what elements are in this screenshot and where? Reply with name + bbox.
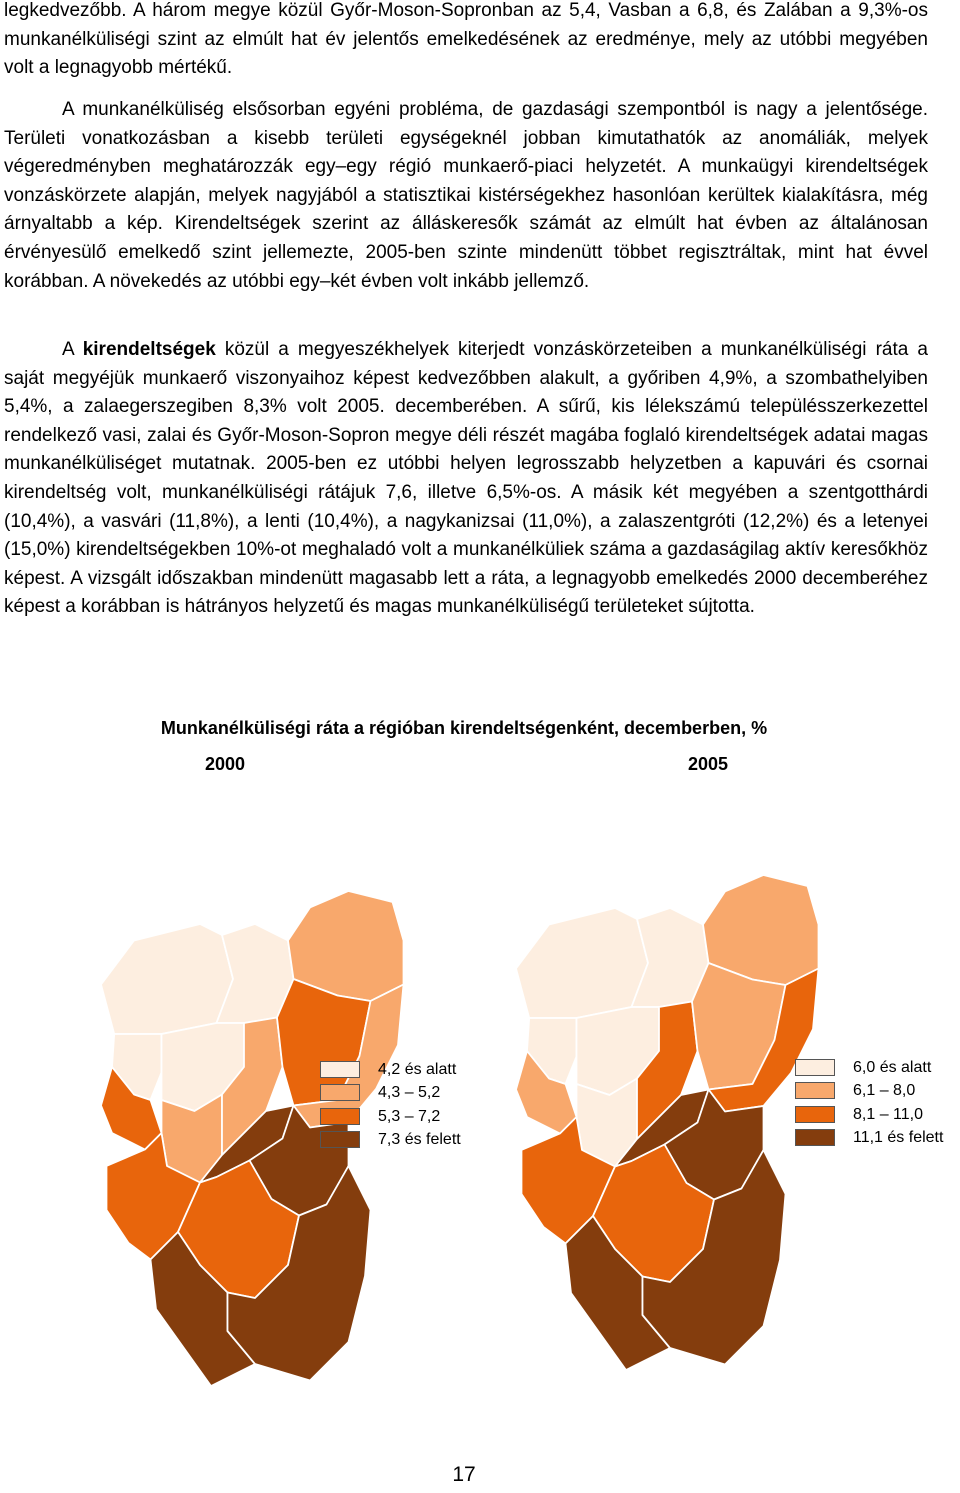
map-region xyxy=(101,924,233,1034)
legend-2000 xyxy=(320,1058,461,1151)
paragraph-3 xyxy=(4,336,928,622)
legend-swatch xyxy=(795,1082,835,1099)
legend-swatch xyxy=(320,1061,360,1078)
legend-item xyxy=(795,1103,943,1126)
legend-label: 6,1 – 8,0 xyxy=(853,1082,916,1100)
map-region xyxy=(516,908,648,1018)
legend-swatch xyxy=(795,1059,835,1076)
legend-label: 5,3 – 7,2 xyxy=(378,1107,441,1125)
legend-label: 8,1 – 11,0 xyxy=(853,1105,923,1123)
text-span: A munkanélküliség elsősorban egyéni probléma, de gazdasági szempontból is nagy a jelentősége. Területi vonatkozásban a kisebb területi egységeknél jobban kimutathatók az anomáliák, melyek végeredményben meghatározzák egy–egy régió munkaerő-piaci helyzetét. A munkaügyi kirendeltségek vonzáskörzete alapján, melyek nagyjából a statisztikai kistérségekhez hasonlóan kerültek kialakításra, még árnyaltabb a kép. Kirendeltségek szerint az álláskeresők számát az elmúlt hat évben az általánosan érvényesülő emelkedő szint jellemezte, 2005-ben szinte mindenütt többet regisztráltak, mint hat évvel korábban. A növekedés az utóbbi egy–két évben volt inkább jellemző. xyxy=(4,99,928,292)
text-span: legkedvezőbb. A három megye közül Győr-Moson-Sopronban az 5,4, Vasban a 6,8, és Zalában a 9,3%-os munkanélküliségi szint az elmúlt hat év jelentős emelkedésének az eredménye, mely az utóbbi megyében volt a legnagyobb mértékű. xyxy=(4,0,928,79)
legend-item xyxy=(320,1058,461,1081)
paragraph-1 xyxy=(4,0,928,83)
legend-label: 4,2 és alatt xyxy=(378,1061,457,1078)
legend-swatch xyxy=(320,1131,360,1148)
legend-2005 xyxy=(795,1056,943,1149)
legend-item xyxy=(320,1081,461,1104)
text-span: közül a megyeszékhelyek kiterjedt vonzáskörzeteiben a munkanélküliségi ráta a saját megyéjük munkaerő viszonyaihoz képest kedvezőbben alakult, a győriben 4,9%, a szombathelyiben 5,4%, a zalaegerszegiben 8,3% volt 2005. decemberében. A sűrű, kis lélekszámú településszerkezettel rendelkező vasi, zalai és Győr-Moson-Sopron megye déli részét magába foglaló kirendeltségek adatai magas munkanélküliséget mutatnak. 2005-ben ez utóbbi helyen legrosszabb helyzetben a kapuvári és csornai kirendeltség volt, munkanélküliségi rátájuk 7,6, illetve 6,5%-os. A másik két megyében a szentgotthárdi (10,4%), a vasvári (11,8%), a lenti (10,4%), a nagykanizsai (11,0%), a zalaszentgróti (12,2%) és a letenyei (15,0%) kirendeltségekben 10%-ot meghaladó volt a munkanélküliek száma a gazdaságilag aktív keresőkhöz képest. A vizsgált időszakban mindenütt magasabb lett a ráta, a legnagyobb emelkedés 2000 decemberéhez képest a korábban is hátrányos helyzetű és magas munkanélküliségű területeket sújtotta. xyxy=(4,339,928,618)
legend-swatch xyxy=(795,1129,835,1146)
year-label-2005: 2005 xyxy=(688,754,729,774)
year-label-2000: 2000 xyxy=(205,754,246,774)
paragraph-2 xyxy=(4,96,928,296)
legend-label: 4,3 – 5,2 xyxy=(378,1084,441,1102)
legend-label: 11,1 és felett xyxy=(853,1128,944,1146)
legend-item xyxy=(795,1079,943,1102)
map-2000 xyxy=(90,870,410,1450)
legend-swatch xyxy=(320,1084,360,1101)
figure-title: Munkanélküliségi ráta a régióban kirendeltségenként, decemberben, % xyxy=(160,718,768,738)
text-span: A xyxy=(62,339,83,360)
legend-item xyxy=(320,1105,461,1128)
page-number: 17 xyxy=(452,1463,476,1486)
legend-item xyxy=(320,1128,461,1151)
legend-item xyxy=(795,1056,943,1079)
legend-label: 6,0 és alatt xyxy=(853,1059,932,1076)
bold-text-span: kirendeltségek xyxy=(82,339,216,360)
legend-item xyxy=(795,1126,943,1149)
legend-swatch xyxy=(320,1108,360,1125)
map-2005 xyxy=(505,862,825,1442)
legend-label: 7,3 és felett xyxy=(378,1130,461,1148)
legend-swatch xyxy=(795,1106,835,1123)
